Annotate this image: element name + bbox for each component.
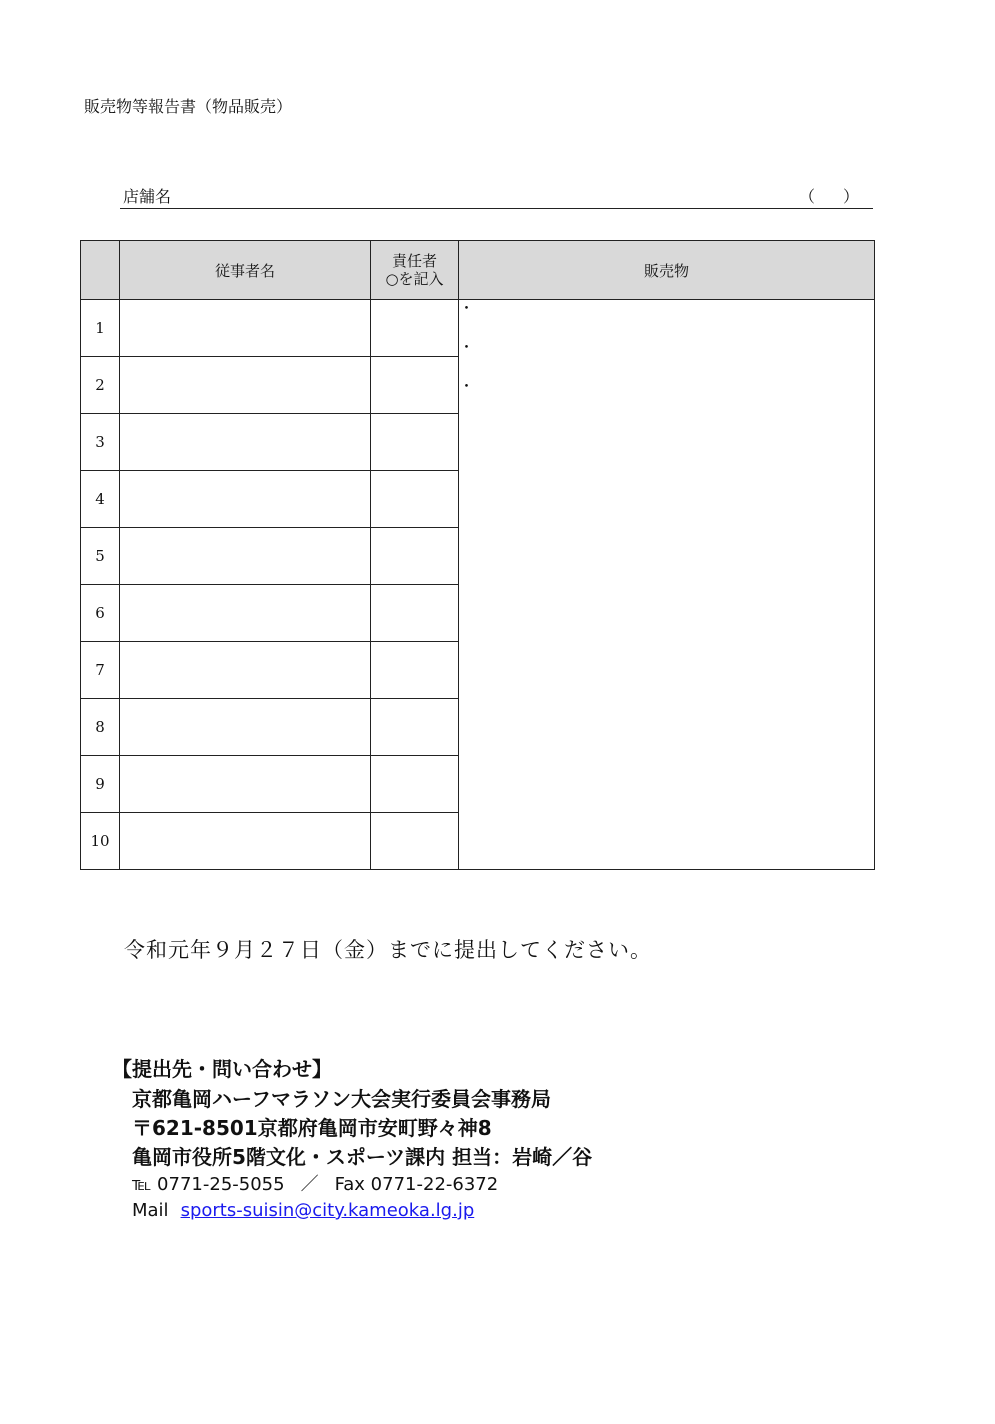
table-header-row: [81, 241, 875, 300]
row-number: 5: [81, 528, 120, 585]
contact-mail-line: [112, 1200, 592, 1230]
row-number: 3: [81, 414, 120, 471]
staff-name-cell[interactable]: [120, 414, 371, 471]
header-staff-name: 従事者名: [120, 241, 371, 300]
staff-name-cell[interactable]: [120, 528, 371, 585]
paren-open: （: [798, 187, 815, 206]
row-number: 8: [81, 699, 120, 756]
table-row: [81, 300, 875, 357]
paren-close: ）: [842, 187, 859, 206]
responsible-cell[interactable]: [371, 642, 459, 699]
contact-block: [112, 1053, 592, 1230]
header-responsible-line1: 責任者: [391, 252, 437, 270]
contact-mail-label: Mail: [132, 1200, 169, 1221]
contact-mail-link[interactable]: sports-suisin@city.kameoka.lg.jp: [180, 1200, 475, 1221]
staff-table: [80, 240, 875, 870]
shop-name-label: 店舗名: [123, 187, 172, 206]
shop-name-field[interactable]: [120, 182, 873, 209]
deadline-note: 令和元年９月２７日（金）までに提出してください。: [124, 938, 652, 962]
staff-name-cell[interactable]: [120, 357, 371, 414]
staff-name-cell[interactable]: [120, 642, 371, 699]
contact-office: 亀岡市役所5階文化・スポーツ課内 担当：岩崎／谷: [132, 1145, 593, 1169]
responsible-cell[interactable]: [371, 585, 459, 642]
document-title: 販売物等報告書（物品販売）: [84, 97, 293, 116]
staff-name-cell[interactable]: [120, 585, 371, 642]
row-number: 10: [81, 813, 120, 870]
staff-name-cell[interactable]: [120, 813, 371, 870]
staff-name-cell[interactable]: [120, 471, 371, 528]
responsible-cell[interactable]: [371, 357, 459, 414]
contact-org: 京都亀岡ハーフマラソン大会実行委員会事務局: [132, 1087, 551, 1111]
responsible-cell[interactable]: [371, 813, 459, 870]
responsible-cell[interactable]: [371, 471, 459, 528]
responsible-cell[interactable]: [371, 699, 459, 756]
contact-fax: Fax 0771-22-6372: [334, 1174, 499, 1195]
contact-address: 〒621-8501京都府亀岡市安町野々神8: [132, 1116, 492, 1140]
responsible-cell[interactable]: [371, 756, 459, 813]
shop-paren: [799, 184, 859, 207]
row-number: 6: [81, 585, 120, 642]
responsible-cell[interactable]: [371, 528, 459, 585]
row-number: 2: [81, 357, 120, 414]
goods-bullet: ・: [459, 299, 475, 317]
staff-name-cell[interactable]: [120, 300, 371, 357]
header-number: [81, 241, 120, 300]
contact-separator: ／: [300, 1174, 319, 1195]
contact-tel: ℡ 0771-25-5055: [132, 1174, 285, 1195]
row-number: 7: [81, 642, 120, 699]
row-number: 4: [81, 471, 120, 528]
contact-heading: 【提出先・問い合わせ】: [112, 1057, 332, 1081]
goods-bullet: ・: [459, 377, 475, 395]
staff-name-cell[interactable]: [120, 756, 371, 813]
row-number: 9: [81, 756, 120, 813]
row-number: 1: [81, 300, 120, 357]
header-responsible-line2: ○を記入: [385, 270, 444, 288]
staff-name-cell[interactable]: [120, 699, 371, 756]
responsible-cell[interactable]: [371, 414, 459, 471]
contact-phone-fax: [112, 1170, 592, 1200]
goods-bullet: ・: [459, 338, 475, 356]
header-responsible: [371, 241, 459, 300]
responsible-cell[interactable]: [371, 300, 459, 357]
goods-cell[interactable]: [459, 300, 875, 870]
header-goods: 販売物: [459, 241, 875, 300]
